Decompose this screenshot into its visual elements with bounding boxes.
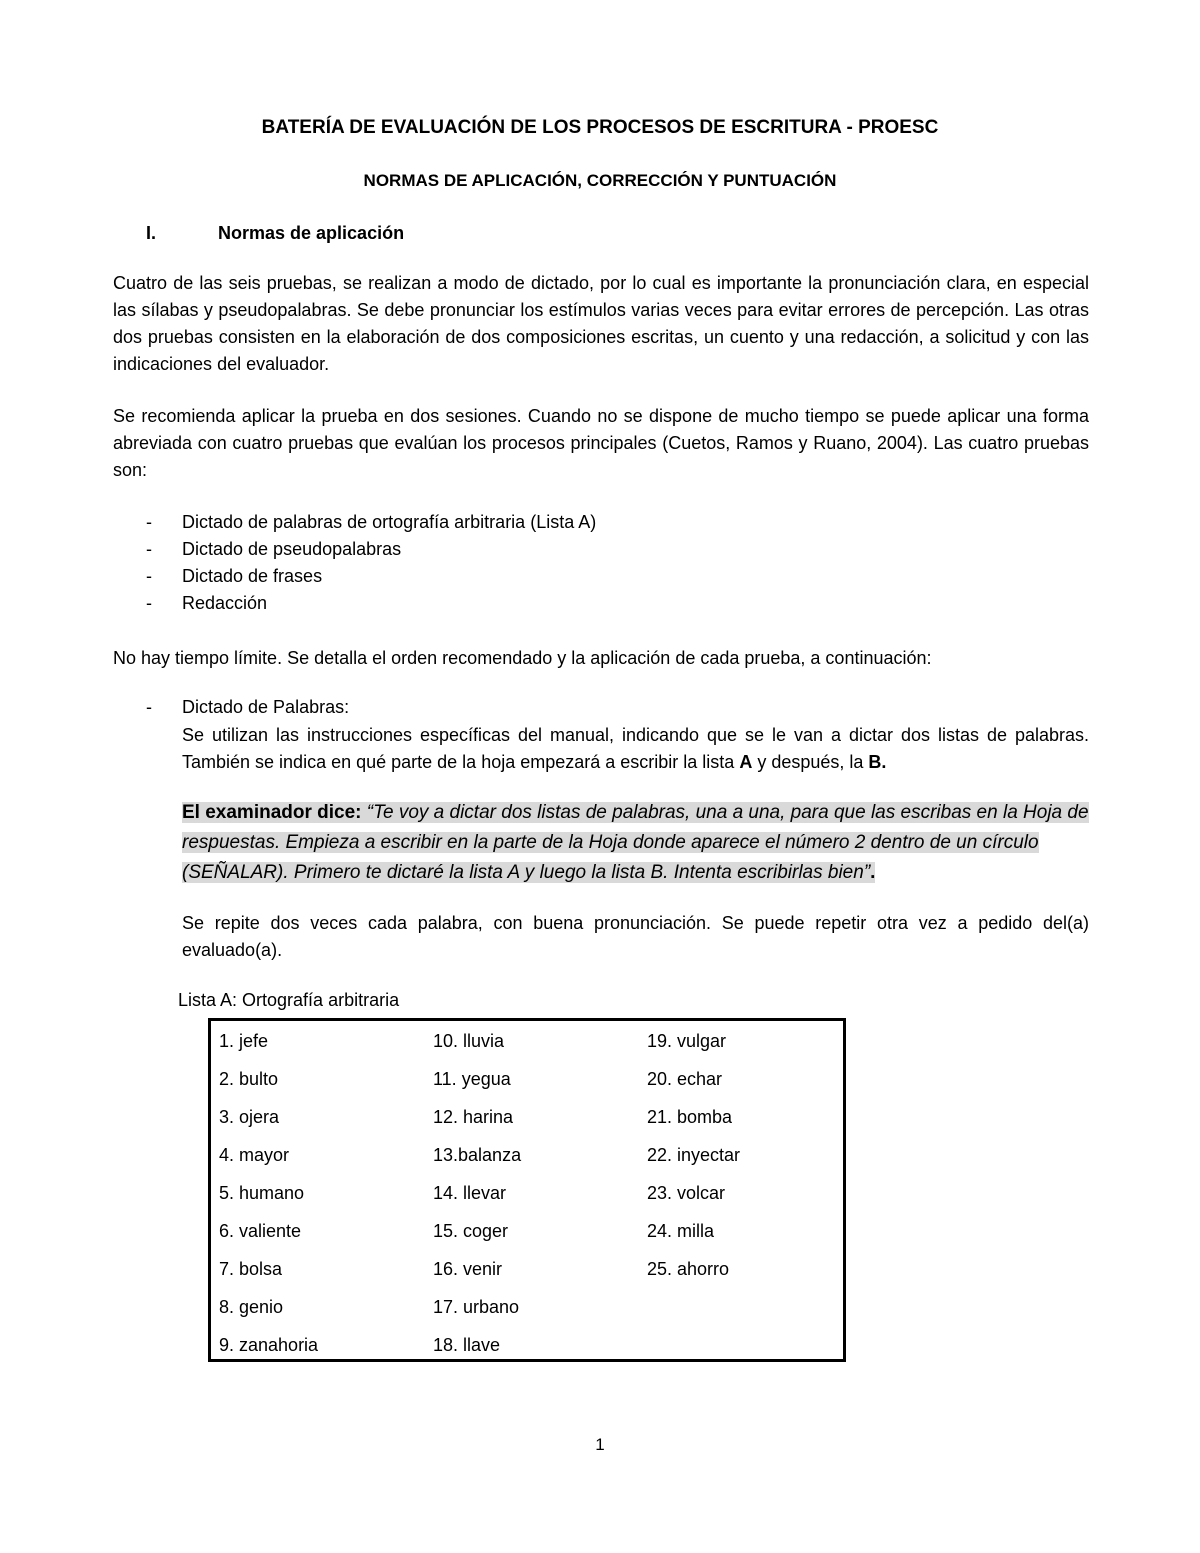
table-cell: 5. humano bbox=[219, 1183, 305, 1203]
table-cell: 10. lluvia bbox=[433, 1031, 505, 1051]
section-heading: Normas de aplicación bbox=[218, 223, 405, 243]
list-item: Redacción bbox=[182, 593, 268, 613]
table-cell: 8. genio bbox=[219, 1297, 284, 1317]
list-item: Dictado de palabras de ortografía arbitraria (Lista A) bbox=[182, 512, 597, 532]
table-cell: 13.balanza bbox=[433, 1145, 522, 1165]
list-item: Dictado de pseudopalabras bbox=[182, 539, 402, 559]
table-cell: 20. echar bbox=[647, 1069, 723, 1089]
paragraph-sessions: Se recomienda aplicar la prueba en dos sesiones. Cuando no se dispone de mucho tiempo se puede aplicar una forma abreviada con cuatro pruebas que evalúan los procesos principales (Cuetos, Ramos y Ruano, 2004). Las cuatro pruebas son: bbox=[113, 406, 1089, 480]
section-numeral: I. bbox=[146, 223, 157, 243]
table-cell: 14. llevar bbox=[433, 1183, 507, 1203]
list-item: Dictado de frases bbox=[182, 566, 323, 586]
bullet-dash: - bbox=[146, 539, 152, 559]
bullet-dash: - bbox=[146, 697, 152, 717]
page-number: 1 bbox=[595, 1435, 605, 1454]
bullet-dash: - bbox=[146, 566, 152, 586]
document-subtitle: NORMAS DE APLICACIÓN, CORRECCIÓN Y PUNTUACIÓN bbox=[363, 171, 837, 190]
table-cell: 21. bomba bbox=[647, 1107, 733, 1127]
table-cell: 9. zanahoria bbox=[219, 1335, 319, 1355]
paragraph-no-time-limit: No hay tiempo límite. Se detalla el orden recomendado y la aplicación de cada prueba, a continuación: bbox=[113, 648, 932, 668]
list-a-caption: Lista A: Ortografía arbitraria bbox=[178, 990, 400, 1010]
list-a-bold: A bbox=[739, 752, 753, 772]
dictado-instructions: Se utilizan las instrucciones específicas del manual, indicando que se le van a dictar dos listas de palabras. También se indica en qué parte de la hoja empezará a escribir la lista A y después, la B. bbox=[182, 725, 1089, 772]
bullet-dash: - bbox=[146, 593, 152, 613]
table-cell: 6. valiente bbox=[219, 1221, 302, 1241]
table-cell: 2. bulto bbox=[219, 1069, 279, 1089]
examiner-label: El examinador dice: bbox=[182, 802, 362, 823]
table-cell: 16. venir bbox=[433, 1259, 503, 1279]
table-cell: 19. vulgar bbox=[647, 1031, 727, 1051]
table-cell: 25. ahorro bbox=[647, 1259, 730, 1279]
table-cell: 17. urbano bbox=[433, 1297, 520, 1317]
table-cell: 24. milla bbox=[647, 1221, 715, 1241]
list-a-table bbox=[208, 1018, 846, 1362]
table-cell: 12. harina bbox=[433, 1107, 514, 1127]
table-cell: 1. jefe bbox=[219, 1031, 269, 1051]
list-b-bold: B. bbox=[868, 752, 887, 772]
table-cell: 22. inyectar bbox=[647, 1145, 741, 1165]
document-title: BATERÍA DE EVALUACIÓN DE LOS PROCESOS DE ESCRITURA - PROESC bbox=[261, 117, 939, 138]
table-cell: 15. coger bbox=[433, 1221, 509, 1241]
table-cell: 7. bolsa bbox=[219, 1259, 283, 1279]
examiner-quote: “Te voy a dictar dos listas de palabras, una a una, para que las escribas en la Hoja de respuestas. Empieza a escribir en la parte de la Hoja donde aparece el número 2 dentro de un círculo (SEÑALAR). Primero te dictaré la lista A y luego la lista B. Intenta escribirlas bien” bbox=[182, 802, 1089, 883]
table-cell: 4. mayor bbox=[219, 1145, 290, 1165]
dictado-heading: Dictado de Palabras: bbox=[182, 697, 350, 717]
table-cell: 3. ojera bbox=[219, 1107, 280, 1127]
table-cell: 23. volcar bbox=[647, 1183, 726, 1203]
bullet-dash: - bbox=[146, 512, 152, 532]
table-cell: 11. yegua bbox=[433, 1069, 511, 1089]
repeat-instructions: Se repite dos veces cada palabra, con buena pronunciación. Se puede repetir otra vez a pedido del(a) evaluado(a). bbox=[182, 913, 1089, 960]
examiner-says: El examinador dice: “Te voy a dictar dos listas de palabras, una a una, para que las escribas en la Hoja de respuestas. Empieza a escribir en la parte de la Hoja donde aparece el número 2 dentro de un círculo (SEÑALAR). Primero te dictaré la lista A y luego la lista B. Intenta escribirlas bien”. bbox=[182, 802, 1089, 883]
table-cell: 18. llave bbox=[433, 1335, 501, 1355]
paragraph-intro: Cuatro de las seis pruebas, se realizan a modo de dictado, por lo cual es importante la pronunciación clara, en especial las sílabas y pseudopalabras. Se debe pronunciar los estímulos varias veces para evitar errores de percepción. Las otras dos pruebas consisten en la elaboración de dos composiciones escritas, un cuento y una redacción, a solicitud y con las indicaciones del evaluador. bbox=[113, 273, 1089, 374]
